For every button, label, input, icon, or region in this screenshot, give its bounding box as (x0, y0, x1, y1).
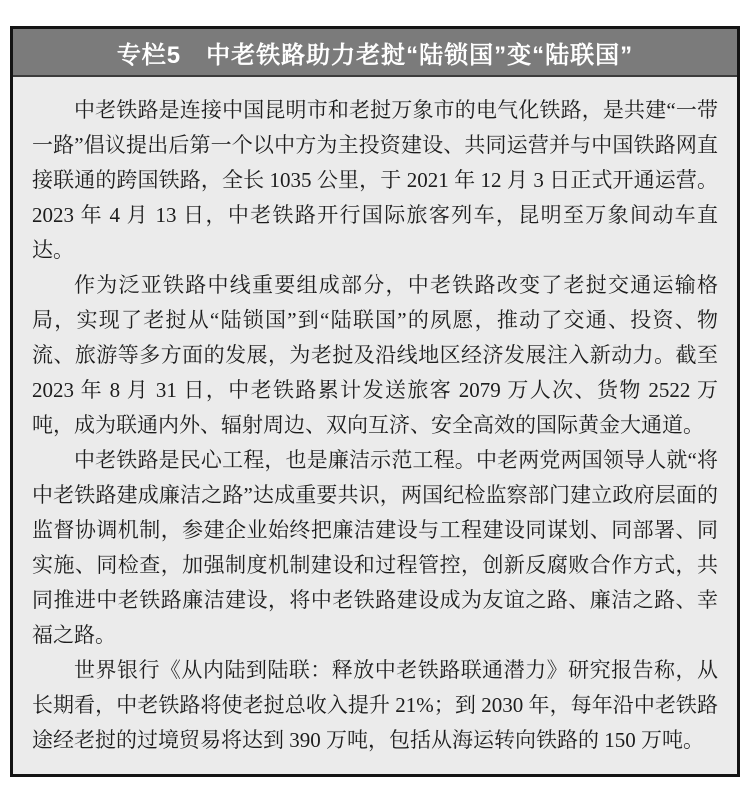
paragraph-integrity-project: 中老铁路是民心工程，也是廉洁示范工程。中老两党两国领导人就“将中老铁路建成廉洁之路”达成重要共识，两国纪检监察部门建立政府层面的监督协调机制，参建企业始终把廉洁建设与工程建设同谋划、同部署、同实施、同检查，加强制度机制建设和过程管控，创新反腐败合作方式，共同推进中老铁路廉洁建设，将中老铁路建设成为友谊之路、廉洁之路、幸福之路。 (32, 448, 718, 647)
column-box-header (13, 29, 737, 77)
column-box (10, 26, 740, 777)
paragraph-transport-impact: 作为泛亚铁路中线重要组成部分，中老铁路改变了老挝交通运输格局，实现了老挝从“陆锁国”到“陆联国”的夙愿，推动了交通、投资、物流、旅游等多方面的发展，为老挝及沿线地区经济发展注入新动力。截至 2023 年 8 月 31 日，中老铁路累计发送旅客 2079 万人次、货物 2522 万吨，成为联通内外、辐射周边、双向互济、安全高效的国际黄金大通道。 (32, 273, 718, 437)
column-box-title: 专栏5 中老铁路助力老挝“陆锁国”变“陆联国” (116, 41, 634, 69)
paragraph-railway-overview: 中老铁路是连接中国昆明市和老挝万象市的电气化铁路，是共建“一带一路”倡议提出后第一个以中方为主投资建设、共同运营并与中国铁路网直接联通的跨国铁路，全长 1035 公里，于 2021 年 12 月 3 日正式开通运营。2023 年 4 月 13 日，中老铁路开行国际旅客列车，昆明至万象间动车直达。 (32, 98, 718, 262)
paragraph-world-bank-report: 世界银行《从内陆到陆联：释放中老铁路联通潜力》研究报告称，从长期看，中老铁路将使老挝总收入提升 21%；到 2030 年，每年沿中老铁路途经老挝的过境贸易将达到 390 万吨，包括从海运转向铁路的 150 万吨。 (32, 658, 718, 752)
column-box-body (13, 77, 737, 774)
